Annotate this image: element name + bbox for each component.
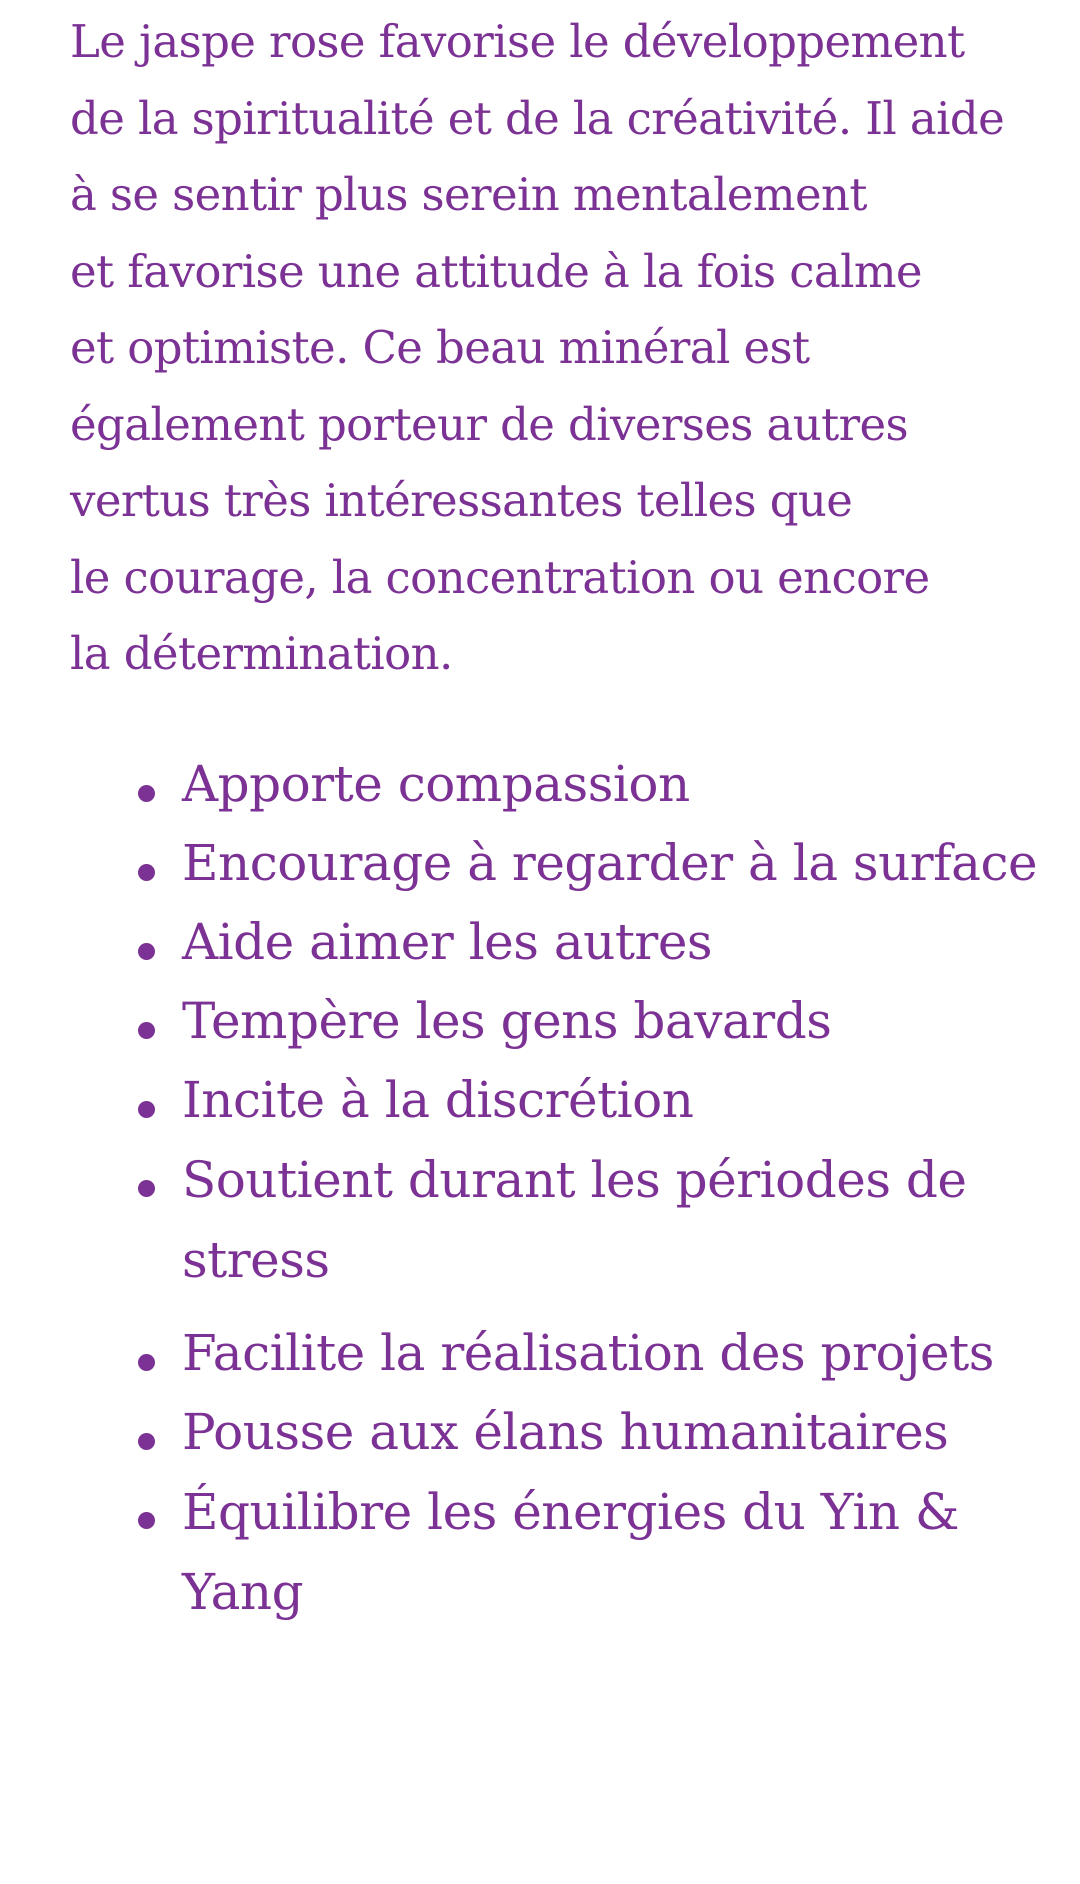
- intro-line: vertus très intéressantes telles que: [70, 474, 853, 527]
- list-item-text-continued: stress: [182, 1231, 330, 1289]
- intro-line: de la spiritualité et de la créativité. Il aide: [70, 91, 1005, 145]
- intro-line: et favorise une attitude à la fois calme: [70, 244, 922, 298]
- virtues-list: [0, 745, 1080, 1646]
- list-item: [0, 903, 1080, 982]
- intro-line: et optimiste. Ce beau minéral est: [70, 321, 810, 374]
- bullet-icon: [138, 1512, 155, 1529]
- list-item-text: Facilite la réalisation des projets: [182, 1324, 994, 1382]
- list-item-text: Encourage à regarder à la surface: [182, 834, 1038, 892]
- list-item: [0, 1140, 1080, 1300]
- list-item-text: Équilibre les énergies du Yin &: [182, 1483, 959, 1541]
- bullet-icon: [138, 1022, 155, 1039]
- intro-line: à se sentir plus serein mentalement: [70, 168, 867, 221]
- list-item-text-continued: Yang: [182, 1563, 304, 1621]
- intro-paragraph: [70, 4, 1030, 693]
- list-item: [0, 745, 1080, 824]
- list-item-text: Soutient durant les périodes de: [182, 1151, 967, 1209]
- intro-line: Le jaspe rose favorise le développement: [70, 15, 965, 68]
- list-item: [0, 1314, 1080, 1393]
- bullet-icon: [138, 785, 155, 802]
- bullet-icon: [138, 1180, 155, 1197]
- bullet-icon: [138, 1101, 155, 1118]
- bullet-icon: [138, 864, 155, 881]
- intro-line: également porteur de diverses autres: [70, 397, 909, 451]
- list-item-text: Tempère les gens bavards: [182, 992, 832, 1050]
- bullet-icon: [138, 943, 155, 960]
- list-item: [0, 1061, 1080, 1140]
- list-item: [0, 982, 1080, 1061]
- list-item-text: Aide aimer les autres: [182, 913, 713, 971]
- list-item: [0, 1393, 1080, 1472]
- intro-line: la détermination.: [70, 627, 453, 680]
- bullet-icon: [138, 1354, 155, 1371]
- list-item: [0, 824, 1080, 903]
- bullet-icon: [138, 1433, 155, 1450]
- list-item-text: Apporte compassion: [182, 755, 690, 813]
- list-item-text: Incite à la discrétion: [182, 1071, 694, 1129]
- list-item-text: Pousse aux élans humanitaires: [182, 1403, 949, 1461]
- intro-line: le courage, la concentration ou encore: [70, 550, 930, 604]
- list-item: [0, 1472, 1080, 1632]
